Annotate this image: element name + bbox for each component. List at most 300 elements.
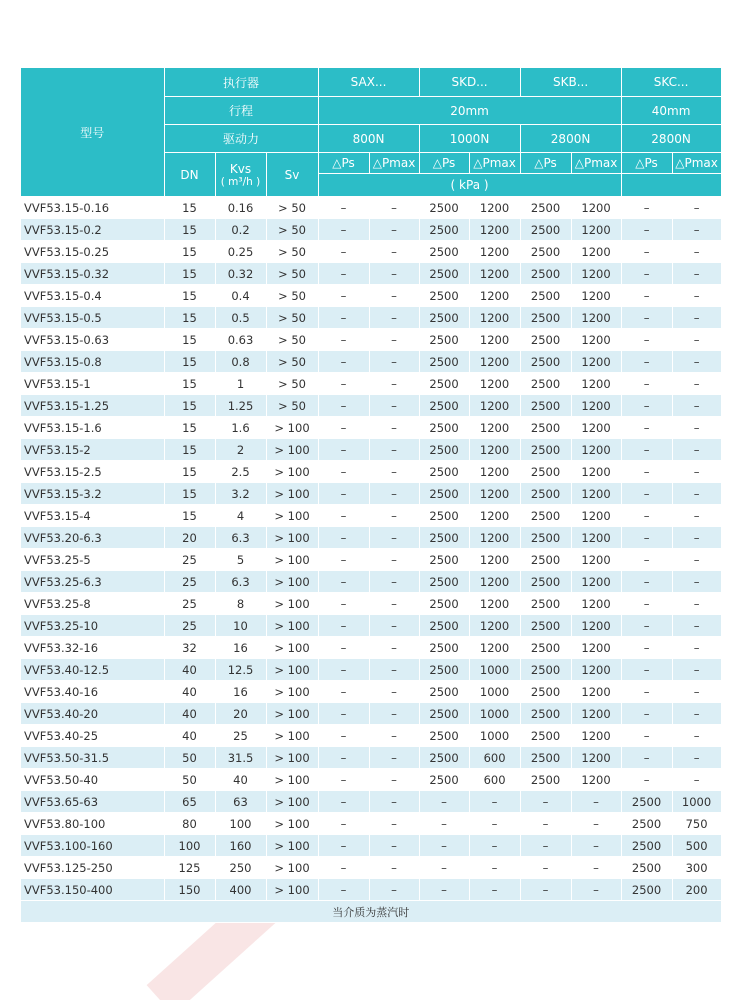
cell-sv: > 50 [266,307,318,329]
cell-skc-dps: – [621,747,672,769]
cell-skd-dps: 2500 [419,417,469,439]
cell-skb-dpmax: 1200 [571,373,621,395]
cell-sax-dps: – [318,329,369,351]
table-row [21,461,721,483]
actuator-sax: SAX... [318,68,419,97]
cell-sv: > 100 [266,505,318,527]
cell-skb-dps: 2500 [520,307,571,329]
cell-dn: 40 [164,659,215,681]
cell-skd-dps: 2500 [419,725,469,747]
cell-skd-dps: 2500 [419,219,469,241]
cell-sax-dps: – [318,461,369,483]
table-row [21,703,721,725]
table-row [21,769,721,791]
cell-dn: 15 [164,285,215,307]
cell-skb-dps: – [520,813,571,835]
cell-sax-dps: – [318,417,369,439]
cell-kvs: 63 [215,791,266,813]
force-skd: 1000N [419,125,520,153]
cell-sv: > 100 [266,593,318,615]
cell-skc-dps: 2500 [621,813,672,835]
cell-sax-dpmax: – [369,197,419,219]
cell-sax-dps: – [318,637,369,659]
cell-sax-dpmax: – [369,527,419,549]
table-row [21,791,721,813]
cell-skc-dps: – [621,461,672,483]
cell-sax-dpmax: – [369,351,419,373]
cell-sv: > 100 [266,703,318,725]
cell-sax-dpmax: – [369,725,419,747]
cell-skd-dps: 2500 [419,461,469,483]
cell-sax-dps: – [318,263,369,285]
cell-skd-dpmax: 1200 [469,373,520,395]
cell-skc-dpmax: – [672,351,721,373]
cell-sv: > 100 [266,549,318,571]
cell-sax-dpmax: – [369,307,419,329]
cell-kvs: 0.8 [215,351,266,373]
cell-sv: > 100 [266,835,318,857]
cell-skd-dps: 2500 [419,197,469,219]
cell-skd-dps: 2500 [419,505,469,527]
cell-kvs: 400 [215,879,266,901]
table-row [21,439,721,461]
cell-sax-dps: – [318,571,369,593]
cell-sv: > 100 [266,879,318,901]
cell-model: VVF53.40-12.5 [21,659,164,681]
force-skc: 2800N [621,125,721,153]
cell-skb-dps: 2500 [520,703,571,725]
cell-kvs: 6.3 [215,571,266,593]
kvs-unit: ( m³/h ) [220,175,261,188]
stroke-20mm: 20mm [318,97,621,125]
cell-skb-dps: 2500 [520,549,571,571]
cell-sax-dps: – [318,351,369,373]
cell-skd-dps: 2500 [419,241,469,263]
cell-skb-dps: 2500 [520,637,571,659]
cell-skb-dpmax: – [571,835,621,857]
cell-skb-dpmax: 1200 [571,219,621,241]
cell-model: VVF53.15-0.32 [21,263,164,285]
cell-skb-dps: 2500 [520,373,571,395]
cell-sax-dpmax: – [369,285,419,307]
force-header: 驱动力 [164,125,318,153]
dps-header: △Ps [520,153,571,174]
cell-model: VVF53.25-5 [21,549,164,571]
cell-skc-dpmax: – [672,285,721,307]
cell-dn: 25 [164,571,215,593]
cell-skb-dpmax: 1200 [571,241,621,263]
cell-skb-dps: 2500 [520,725,571,747]
cell-model: VVF53.25-8 [21,593,164,615]
cell-skc-dpmax: – [672,659,721,681]
cell-sax-dps: – [318,373,369,395]
cell-kvs: 0.5 [215,307,266,329]
cell-skd-dpmax: 1200 [469,637,520,659]
cell-skd-dpmax: 1200 [469,351,520,373]
cell-skc-dpmax: – [672,373,721,395]
cell-skd-dps: – [419,813,469,835]
dps-header: △Ps [419,153,469,174]
cell-skb-dpmax: 1200 [571,483,621,505]
cell-skc-dpmax: – [672,483,721,505]
cell-sax-dpmax: – [369,769,419,791]
cell-skd-dps: 2500 [419,571,469,593]
force-skb: 2800N [520,125,621,153]
cell-skb-dpmax: 1200 [571,505,621,527]
cell-kvs: 100 [215,813,266,835]
cell-sax-dps: – [318,615,369,637]
cell-skc-dpmax: – [672,747,721,769]
cell-sax-dpmax: – [369,505,419,527]
cell-skc-dps: 2500 [621,879,672,901]
cell-dn: 15 [164,417,215,439]
cell-skc-dpmax: – [672,571,721,593]
cell-skb-dps: 2500 [520,285,571,307]
cell-skb-dpmax: 1200 [571,549,621,571]
cell-kvs: 12.5 [215,659,266,681]
cell-sv: > 100 [266,439,318,461]
cell-sax-dpmax: – [369,681,419,703]
cell-kvs: 2 [215,439,266,461]
cell-sax-dpmax: – [369,571,419,593]
cell-skc-dps: 2500 [621,791,672,813]
cell-kvs: 5 [215,549,266,571]
cell-sax-dpmax: – [369,241,419,263]
cell-sax-dpmax: – [369,461,419,483]
cell-skd-dps: 2500 [419,681,469,703]
cell-skc-dpmax: – [672,615,721,637]
cell-model: VVF53.15-0.25 [21,241,164,263]
dps-header: △Ps [318,153,369,174]
cell-sv: > 100 [266,813,318,835]
cell-dn: 25 [164,549,215,571]
cell-sax-dps: – [318,395,369,417]
cell-skc-dpmax: – [672,637,721,659]
cell-model: VVF53.15-1.25 [21,395,164,417]
cell-sax-dpmax: – [369,813,419,835]
dpmax-header: △Pmax [469,153,520,174]
cell-skd-dpmax: 1200 [469,241,520,263]
cell-model: VVF53.80-100 [21,813,164,835]
cell-skd-dpmax: – [469,813,520,835]
cell-skb-dps: 2500 [520,483,571,505]
cell-skd-dps: 2500 [419,637,469,659]
cell-sax-dps: – [318,505,369,527]
table-row [21,593,721,615]
cell-skc-dpmax: – [672,241,721,263]
cell-dn: 15 [164,505,215,527]
cell-kvs: 160 [215,835,266,857]
cell-kvs: 0.2 [215,219,266,241]
cell-sax-dpmax: – [369,835,419,857]
cell-skd-dpmax: 1000 [469,659,520,681]
cell-skc-dpmax: – [672,725,721,747]
cell-skd-dpmax: 1200 [469,263,520,285]
table-row [21,747,721,769]
cell-skb-dps: 2500 [520,197,571,219]
cell-skd-dps: 2500 [419,659,469,681]
cell-skc-dpmax: – [672,681,721,703]
cell-skc-dps: – [621,769,672,791]
cell-skc-dps: – [621,197,672,219]
cell-dn: 40 [164,681,215,703]
cell-skc-dpmax: 750 [672,813,721,835]
cell-sax-dps: – [318,197,369,219]
model-header: 型号 [21,68,164,197]
cell-sv: > 100 [266,637,318,659]
cell-skb-dpmax: 1200 [571,263,621,285]
cell-skb-dps: 2500 [520,351,571,373]
cell-skd-dpmax: – [469,791,520,813]
cell-skb-dps: 2500 [520,219,571,241]
cell-model: VVF53.40-20 [21,703,164,725]
cell-skc-dpmax: – [672,703,721,725]
kvs-header [215,153,266,197]
cell-skd-dpmax: 1000 [469,703,520,725]
dn-header: DN [164,153,215,197]
cell-skd-dpmax: 1200 [469,329,520,351]
cell-sv: > 100 [266,417,318,439]
cell-model: VVF53.15-1.6 [21,417,164,439]
cell-skd-dpmax: 1200 [469,615,520,637]
cell-model: VVF53.15-2.5 [21,461,164,483]
actuator-skb: SKB... [520,68,621,97]
table-row [21,681,721,703]
cell-skd-dps: 2500 [419,351,469,373]
cell-skb-dps: – [520,857,571,879]
cell-skb-dpmax: 1200 [571,307,621,329]
cell-skb-dpmax: – [571,857,621,879]
cell-sax-dps: – [318,813,369,835]
cell-sax-dpmax: – [369,747,419,769]
cell-skb-dpmax: 1200 [571,747,621,769]
cell-kvs: 16 [215,637,266,659]
cell-skc-dps: – [621,615,672,637]
table-row [21,219,721,241]
cell-skd-dps: – [419,791,469,813]
cell-skc-dps: – [621,637,672,659]
cell-dn: 40 [164,725,215,747]
table-row [21,329,721,351]
cell-sax-dps: – [318,659,369,681]
cell-model: VVF53.40-25 [21,725,164,747]
cell-skb-dps: 2500 [520,527,571,549]
dpmax-header: △Pmax [672,153,721,174]
cell-skb-dpmax: 1200 [571,637,621,659]
pressure-unit: ( kPa ) [318,174,621,197]
cell-dn: 50 [164,747,215,769]
cell-skc-dps: – [621,373,672,395]
cell-skd-dpmax: 1200 [469,285,520,307]
table-body [21,197,721,901]
cell-dn: 80 [164,813,215,835]
cell-skd-dps: 2500 [419,549,469,571]
cell-skd-dps: 2500 [419,307,469,329]
table-row [21,813,721,835]
table-row [21,879,721,901]
cell-skc-dpmax: 300 [672,857,721,879]
cell-sax-dps: – [318,725,369,747]
cell-sv: > 50 [266,285,318,307]
cell-dn: 15 [164,263,215,285]
cell-skd-dps: 2500 [419,615,469,637]
cell-skb-dps: 2500 [520,461,571,483]
cell-skb-dpmax: – [571,791,621,813]
cell-sax-dpmax: – [369,219,419,241]
cell-kvs: 0.63 [215,329,266,351]
table-row [21,857,721,879]
actuator-skc: SKC... [621,68,721,97]
cell-skc-dps: – [621,725,672,747]
valve-spec-table [21,68,722,923]
cell-skd-dps: – [419,835,469,857]
cell-skc-dpmax: – [672,417,721,439]
cell-kvs: 2.5 [215,461,266,483]
cell-sv: > 50 [266,241,318,263]
cell-skb-dpmax: 1200 [571,659,621,681]
cell-model: VVF53.50-40 [21,769,164,791]
cell-sax-dpmax: – [369,329,419,351]
cell-skd-dpmax: 1200 [469,549,520,571]
cell-skd-dps: 2500 [419,747,469,769]
cell-model: VVF53.125-250 [21,857,164,879]
cell-skc-dpmax: 200 [672,879,721,901]
cell-skc-dps: – [621,505,672,527]
cell-dn: 65 [164,791,215,813]
cell-sax-dpmax: – [369,439,419,461]
cell-skd-dpmax: 1200 [469,527,520,549]
cell-model: VVF53.15-0.5 [21,307,164,329]
cell-kvs: 3.2 [215,483,266,505]
cell-kvs: 8 [215,593,266,615]
cell-model: VVF53.25-6.3 [21,571,164,593]
cell-skb-dpmax: 1200 [571,703,621,725]
cell-skc-dpmax: – [672,307,721,329]
cell-dn: 15 [164,351,215,373]
cell-skc-dpmax: – [672,769,721,791]
cell-skc-dpmax: – [672,593,721,615]
table-row [21,505,721,527]
cell-kvs: 25 [215,725,266,747]
stroke-header: 行程 [164,97,318,125]
cell-sax-dpmax: – [369,593,419,615]
cell-skd-dps: 2500 [419,395,469,417]
cell-skd-dpmax: 600 [469,747,520,769]
cell-dn: 15 [164,241,215,263]
cell-sax-dpmax: – [369,263,419,285]
cell-skc-dps: 2500 [621,857,672,879]
cell-dn: 15 [164,395,215,417]
cell-sv: > 100 [266,769,318,791]
cell-skd-dps: 2500 [419,329,469,351]
cell-sax-dpmax: – [369,879,419,901]
table-row [21,395,721,417]
cell-skc-dps: – [621,593,672,615]
cell-kvs: 31.5 [215,747,266,769]
cell-skc-dps: – [621,219,672,241]
sv-header: Sv [266,153,318,197]
cell-skc-dpmax: – [672,263,721,285]
cell-sv: > 100 [266,615,318,637]
cell-sax-dps: – [318,703,369,725]
cell-skc-dps: – [621,241,672,263]
cell-skb-dps: 2500 [520,659,571,681]
cell-skd-dpmax: 1000 [469,725,520,747]
cell-skb-dps: – [520,879,571,901]
cell-kvs: 1.25 [215,395,266,417]
cell-sax-dps: – [318,285,369,307]
cell-skc-dpmax: 1000 [672,791,721,813]
cell-dn: 15 [164,439,215,461]
cell-sv: > 100 [266,791,318,813]
cell-sv: > 100 [266,857,318,879]
cell-sax-dps: – [318,835,369,857]
cell-skb-dpmax: 1200 [571,197,621,219]
cell-sv: > 100 [266,725,318,747]
cell-skb-dpmax: 1200 [571,285,621,307]
cell-skd-dpmax: 1200 [469,483,520,505]
cell-skb-dpmax: 1200 [571,417,621,439]
cell-sax-dps: – [318,747,369,769]
cell-model: VVF53.15-0.4 [21,285,164,307]
cell-skb-dpmax: 1200 [571,329,621,351]
cell-skb-dps: 2500 [520,681,571,703]
cell-skc-dpmax: – [672,219,721,241]
cell-skb-dps: 2500 [520,263,571,285]
table-row [21,483,721,505]
cell-model: VVF53.15-1 [21,373,164,395]
table-row [21,263,721,285]
cell-sax-dpmax: – [369,395,419,417]
cell-sv: > 50 [266,373,318,395]
cell-skd-dps: 2500 [419,769,469,791]
cell-kvs: 0.32 [215,263,266,285]
cell-skb-dpmax: 1200 [571,461,621,483]
cell-sv: > 50 [266,329,318,351]
table-row [21,549,721,571]
cell-skd-dps: – [419,879,469,901]
cell-sv: > 100 [266,461,318,483]
cell-sv: > 100 [266,681,318,703]
cell-model: VVF53.32-16 [21,637,164,659]
cell-kvs: 1.6 [215,417,266,439]
cell-skb-dpmax: – [571,813,621,835]
cell-dn: 15 [164,197,215,219]
cell-sax-dpmax: – [369,417,419,439]
cell-skb-dps: 2500 [520,571,571,593]
cell-skd-dps: 2500 [419,527,469,549]
cell-skc-dpmax: – [672,505,721,527]
cell-model: VVF53.150-400 [21,879,164,901]
cell-skb-dpmax: 1200 [571,593,621,615]
cell-sax-dpmax: – [369,703,419,725]
cell-skd-dpmax: 1200 [469,417,520,439]
cell-sax-dps: – [318,879,369,901]
cell-sax-dps: – [318,527,369,549]
dps-header: △Ps [621,153,672,174]
cell-sax-dps: – [318,439,369,461]
table-row [21,241,721,263]
cell-dn: 32 [164,637,215,659]
table-row [21,659,721,681]
table-row [21,351,721,373]
cell-sax-dps: – [318,549,369,571]
cell-model: VVF53.100-160 [21,835,164,857]
cell-skc-dps: – [621,439,672,461]
cell-skc-dps: – [621,351,672,373]
cell-skd-dpmax: – [469,835,520,857]
cell-kvs: 20 [215,703,266,725]
